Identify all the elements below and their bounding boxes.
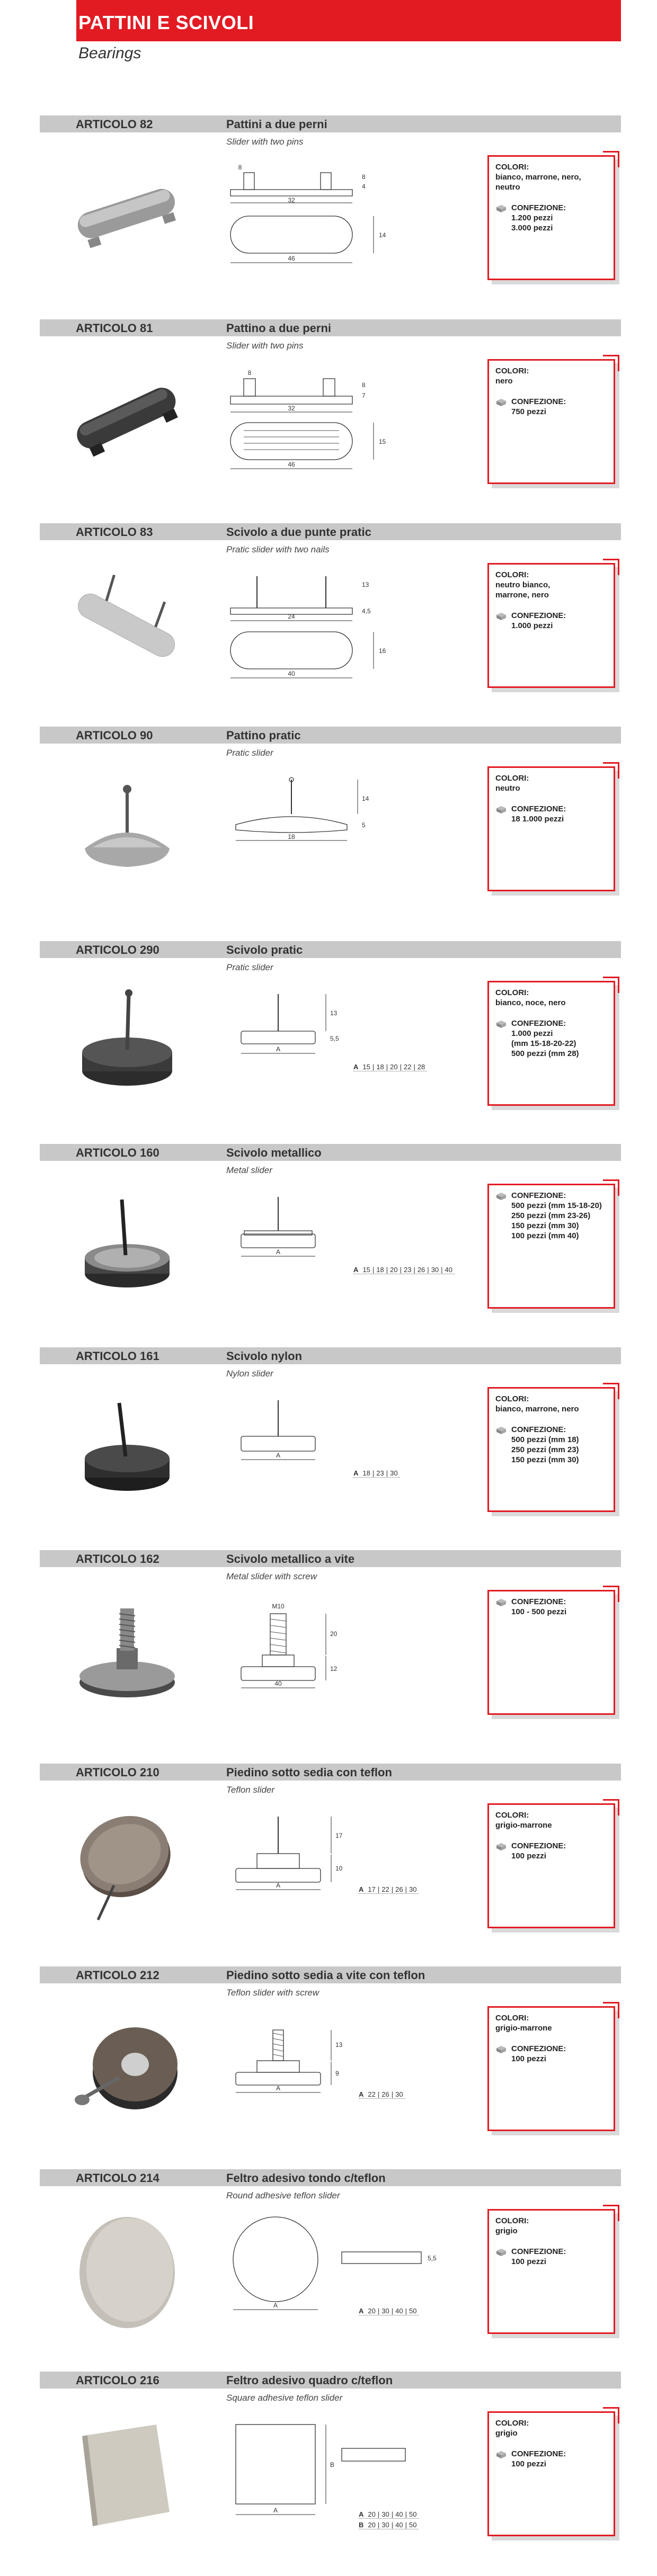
package-icon xyxy=(495,612,507,621)
article-name: Scivolo pratic xyxy=(226,943,303,956)
dimension-label: 10 xyxy=(335,1865,343,1872)
article-name-english: Slider with two pins xyxy=(226,341,304,351)
sizes-table: A 15 | 18 | 20 | 22 | 28 xyxy=(353,1063,427,1071)
sizes-table: A 17 | 22 | 26 | 30 xyxy=(359,1885,419,1894)
colors-value: bianco, marrone, nero, xyxy=(495,173,581,182)
article-code: ARTICOLO 210 xyxy=(76,1766,159,1779)
product-info xyxy=(495,570,610,631)
size-value: 18 xyxy=(362,1469,370,1477)
dimension-label: 8 xyxy=(362,381,366,389)
dimension-label: 24 xyxy=(288,613,295,620)
dimension-label: A xyxy=(273,2507,278,2514)
package-icon xyxy=(495,398,507,407)
packaging-label: CONFEZIONE: xyxy=(511,2247,566,2256)
colors-label: COLORI: xyxy=(495,988,529,997)
product-info-box xyxy=(487,2411,615,2536)
dimension-label: 46 xyxy=(288,461,295,468)
colors-value: grigio xyxy=(495,2429,518,2438)
colors-label: COLORI: xyxy=(495,2216,529,2225)
dimension-label: B xyxy=(330,2461,335,2468)
colors-value: neutro bianco, xyxy=(495,580,551,589)
product-info-box xyxy=(487,359,615,484)
packaging-value: 100 pezzi (mm 40) xyxy=(511,1231,579,1240)
article-code: ARTICOLO 162 xyxy=(76,1552,159,1566)
product-info-box xyxy=(487,1184,615,1309)
packaging-value: 500 pezzi (mm 15-18-20) xyxy=(511,1201,602,1210)
dimension-label: A xyxy=(273,2302,278,2309)
package-icon xyxy=(495,1192,507,1201)
article-section xyxy=(40,319,621,494)
sizes-table: A 15 | 18 | 20 | 23 | 26 | 30 | 40 xyxy=(353,1266,455,1274)
dimension-label: 20 xyxy=(330,1630,338,1638)
packaging-value: 500 pezzi (mm 18) xyxy=(511,1435,579,1444)
product-photo xyxy=(61,555,193,687)
colors-label: COLORI: xyxy=(495,1394,529,1403)
article-name: Pattino a due perni xyxy=(226,321,332,335)
size-value: 22 xyxy=(368,2090,376,2098)
size-value: 20 xyxy=(368,2307,376,2315)
product-info xyxy=(495,162,610,233)
product-photo xyxy=(61,1795,193,1928)
article-code: ARTICOLO 216 xyxy=(76,2374,159,2387)
technical-drawing xyxy=(220,1795,506,1933)
size-value: 50 xyxy=(409,2521,417,2529)
colors-value: grigio-marrone xyxy=(495,1821,552,1830)
colors-label: COLORI: xyxy=(495,2014,529,2023)
article-code: ARTICOLO 212 xyxy=(76,1969,159,1982)
product-info-box xyxy=(487,766,615,891)
article-name-english: Square adhesive teflon slider xyxy=(226,2393,343,2403)
sizes-table-b: B 20 | 30 | 40 | 50 xyxy=(359,2521,419,2529)
product-info-box xyxy=(487,563,615,688)
article-code: ARTICOLO 83 xyxy=(76,525,153,539)
dimension-label: 8 xyxy=(238,164,242,171)
article-section xyxy=(40,1550,621,1725)
dimension-label: 13 xyxy=(362,581,369,588)
product-info-box xyxy=(487,2006,615,2131)
product-info xyxy=(495,2216,610,2267)
article-section xyxy=(40,523,621,698)
article-section xyxy=(40,941,621,1116)
packaging-value: 3.000 pezzi xyxy=(511,223,553,232)
article-code: ARTICOLO 214 xyxy=(76,2171,159,2185)
colors-value: neutro xyxy=(495,784,520,793)
dimension-label: A xyxy=(276,2085,281,2092)
packaging-value: 100 pezzi xyxy=(511,1851,546,1861)
article-name: Pattino pratic xyxy=(226,729,301,742)
sizes-key: B xyxy=(359,2521,364,2529)
packaging-label: CONFEZIONE: xyxy=(511,1019,566,1028)
product-photo xyxy=(61,758,193,891)
packaging-label: CONFEZIONE: xyxy=(511,1191,566,1200)
size-value: 30 xyxy=(395,2090,403,2098)
colors-label: COLORI: xyxy=(495,366,529,375)
dimension-label: 5,5 xyxy=(428,2255,437,2262)
article-name: Pattini a due perni xyxy=(226,118,327,131)
product-info xyxy=(495,1394,610,1465)
packaging-value: 750 pezzi xyxy=(511,407,546,416)
product-photo xyxy=(61,351,193,484)
colors-label: COLORI: xyxy=(495,163,529,172)
dimension-label: 46 xyxy=(288,255,295,262)
size-value: 15 xyxy=(362,1063,370,1071)
size-value: 15 xyxy=(362,1266,370,1274)
page-title: PATTINI E SCIVOLI xyxy=(78,12,254,33)
sizes-key: A xyxy=(353,1266,359,1274)
product-info-box xyxy=(487,1387,615,1512)
product-photo xyxy=(61,1998,193,2131)
article-name-english: Metal slider with screw xyxy=(226,1571,317,1581)
dimension-label: 8 xyxy=(362,173,366,181)
sizes-key: A xyxy=(359,2090,364,2098)
article-name: Piedino sotto sedia a vite con teflon xyxy=(226,1969,425,1982)
packaging-label: CONFEZIONE: xyxy=(511,1841,566,1850)
size-value: 23 xyxy=(376,1469,384,1477)
product-info-box xyxy=(487,981,615,1106)
dimension-label: A xyxy=(276,1248,281,1256)
product-info xyxy=(495,773,610,824)
sizes-key: A xyxy=(359,2307,364,2315)
colors-value: grigio-marrone xyxy=(495,2024,552,2033)
article-name-english: Teflon slider with screw xyxy=(226,1988,319,1998)
dimension-label: 40 xyxy=(274,1680,282,1687)
sizes-table: A 22 | 26 | 30 xyxy=(359,2090,405,2099)
technical-drawing xyxy=(220,2201,506,2339)
size-value: 26 xyxy=(381,2090,389,2098)
dimension-label: M10 xyxy=(272,1603,285,1610)
packaging-value: 500 pezzi (mm 28) xyxy=(511,1049,579,1058)
package-icon xyxy=(495,2450,507,2459)
package-icon xyxy=(495,1842,507,1851)
product-photo xyxy=(61,1379,193,1511)
colors-value: bianco, marrone, nero xyxy=(495,1405,579,1414)
size-value: 40 xyxy=(395,2307,403,2315)
colors-label: COLORI: xyxy=(495,1811,529,1820)
article-name: Piedino sotto sedia con teflon xyxy=(226,1766,392,1779)
article-name: Scivolo a due punte pratic xyxy=(226,525,371,539)
article-code: ARTICOLO 82 xyxy=(76,118,153,131)
package-icon xyxy=(495,1020,507,1028)
size-value: 26 xyxy=(417,1266,425,1274)
dimension-label: 17 xyxy=(335,1832,343,1839)
sizes-table: A 20 | 30 | 40 | 50 xyxy=(359,2307,419,2315)
article-code: ARTICOLO 160 xyxy=(76,1146,159,1159)
article-section xyxy=(40,115,621,290)
technical-drawing xyxy=(220,1998,506,2136)
technical-drawing xyxy=(220,351,506,489)
product-info-box xyxy=(487,1590,615,1715)
packaging-label: CONFEZIONE: xyxy=(511,1597,566,1606)
technical-drawing xyxy=(220,1582,506,1720)
product-info-box xyxy=(487,1803,615,1928)
product-info xyxy=(495,1597,610,1617)
page-subtitle: Bearings xyxy=(78,44,141,62)
packaging-label: CONFEZIONE: xyxy=(511,203,566,212)
technical-drawing xyxy=(220,555,506,693)
package-icon xyxy=(495,1426,507,1435)
product-photo xyxy=(61,2201,193,2333)
article-name-english: Pratic slider xyxy=(226,748,273,758)
packaging-label: CONFEZIONE: xyxy=(511,397,566,406)
packaging-value: 1.000 pezzi xyxy=(511,1029,553,1038)
article-name-english: Pratic slider with two nails xyxy=(226,544,330,554)
packaging-value: 1.200 pezzi xyxy=(511,213,553,222)
colors-value: bianco, noce, nero xyxy=(495,998,566,1007)
dimension-label: 32 xyxy=(288,405,295,412)
product-photo xyxy=(61,147,193,280)
size-value: 28 xyxy=(417,1063,425,1071)
technical-drawing xyxy=(220,1176,506,1313)
size-value: 20 xyxy=(368,2510,376,2518)
dimension-label: 5,5 xyxy=(330,1035,339,1042)
article-section xyxy=(40,1966,621,2141)
packaging-value: 250 pezzi (mm 23-26) xyxy=(511,1211,591,1220)
size-value: 40 xyxy=(395,2521,403,2529)
colors-label: COLORI: xyxy=(495,2419,529,2428)
colors-label: COLORI: xyxy=(495,774,529,783)
package-icon xyxy=(495,2248,507,2257)
dimension-label: A xyxy=(276,1045,281,1053)
size-value: 30 xyxy=(390,1469,398,1477)
size-value: 30 xyxy=(409,1885,417,1893)
dimension-label: 5 xyxy=(362,821,366,829)
article-section xyxy=(40,1144,621,1319)
article-code: ARTICOLO 161 xyxy=(76,1349,159,1363)
size-value: 30 xyxy=(431,1266,439,1274)
dimension-label: 9 xyxy=(335,2070,339,2077)
article-code: ARTICOLO 290 xyxy=(76,943,159,956)
size-value: 18 xyxy=(376,1266,384,1274)
article-section xyxy=(40,1347,621,1522)
article-section xyxy=(40,727,621,901)
size-value: 40 xyxy=(395,2510,403,2518)
product-photo xyxy=(61,1582,193,1714)
dimension-label: 14 xyxy=(362,795,369,802)
dimension-label: A xyxy=(276,1452,281,1459)
article-name-english: Teflon slider xyxy=(226,1785,275,1795)
dimension-label: 13 xyxy=(335,2041,343,2049)
article-name-english: Slider with two pins xyxy=(226,137,304,147)
technical-drawing xyxy=(220,2403,506,2541)
product-info-box xyxy=(487,155,615,280)
dimension-label: 18 xyxy=(288,833,295,840)
package-icon xyxy=(495,2045,507,2054)
article-name: Scivolo nylon xyxy=(226,1349,303,1363)
size-value: 26 xyxy=(395,1885,403,1893)
sizes-key: A xyxy=(359,1885,364,1893)
product-info xyxy=(495,1191,610,1241)
sizes-table: A 18 | 23 | 30 xyxy=(353,1469,400,1478)
article-section xyxy=(40,1764,621,1938)
article-name-english: Metal slider xyxy=(226,1165,272,1175)
dimension-label: 8 xyxy=(247,369,252,377)
size-value: 30 xyxy=(381,2521,389,2529)
packaging-value: 100 - 500 pezzi xyxy=(511,1607,567,1616)
dimension-label: 40 xyxy=(288,670,295,677)
colors-value: neutro xyxy=(495,183,520,192)
article-name-english: Pratic slider xyxy=(226,962,273,972)
article-name: Feltro adesivo tondo c/teflon xyxy=(226,2171,386,2185)
sizes-key: A xyxy=(359,2510,364,2518)
dimension-label: 32 xyxy=(288,196,295,204)
size-value: 20 xyxy=(368,2521,376,2529)
size-value: 30 xyxy=(381,2307,389,2315)
sizes-key: A xyxy=(353,1063,359,1071)
packaging-label: CONFEZIONE: xyxy=(511,2449,566,2458)
product-photo xyxy=(61,1176,193,1308)
dimension-label: 16 xyxy=(379,647,386,655)
packaging-value: 250 pezzi (mm 23) xyxy=(511,1445,579,1454)
packaging-label: CONFEZIONE: xyxy=(511,804,566,813)
article-code: ARTICOLO 81 xyxy=(76,321,153,335)
product-info xyxy=(495,1810,610,1861)
product-info xyxy=(495,366,610,417)
product-info xyxy=(495,2418,610,2469)
dimension-label: 4 xyxy=(362,183,366,190)
dimension-label: 15 xyxy=(379,438,386,445)
sizes-table: A 20 | 30 | 40 | 50 xyxy=(359,2510,419,2519)
packaging-value: 150 pezzi (mm 30) xyxy=(511,1455,579,1464)
dimension-label: 4,5 xyxy=(362,607,371,615)
dimension-label: 14 xyxy=(379,231,386,239)
size-value: 18 xyxy=(376,1063,384,1071)
size-value: 50 xyxy=(409,2510,417,2518)
packaging-label: CONFEZIONE: xyxy=(511,611,566,620)
size-value: 20 xyxy=(390,1063,398,1071)
packaging-value: 18 1.000 pezzi xyxy=(511,815,564,824)
technical-drawing xyxy=(220,758,506,896)
size-value: 40 xyxy=(445,1266,453,1274)
colors-value: nero xyxy=(495,377,513,386)
sizes-key: A xyxy=(353,1469,359,1477)
size-value: 50 xyxy=(409,2307,417,2315)
product-info xyxy=(495,988,610,1059)
technical-drawing xyxy=(220,973,506,1111)
technical-drawing xyxy=(220,147,506,285)
article-name: Feltro adesivo quadro c/teflon xyxy=(226,2374,393,2387)
product-photo xyxy=(61,973,193,1105)
dimension-label: 13 xyxy=(330,1009,338,1017)
package-icon xyxy=(495,204,507,213)
technical-drawing xyxy=(220,1379,506,1517)
packaging-label: CONFEZIONE: xyxy=(511,2044,566,2053)
article-name-english: Round adhesive teflon slider xyxy=(226,2190,340,2201)
size-value: 23 xyxy=(403,1266,412,1274)
package-icon xyxy=(495,806,507,814)
packaging-value: 100 pezzi xyxy=(511,2257,546,2266)
product-photo xyxy=(61,2403,193,2536)
article-name: Scivolo metallico a vite xyxy=(226,1552,355,1566)
size-value: 22 xyxy=(381,1885,389,1893)
packaging-value: (mm 15-18-20-22) xyxy=(511,1039,576,1048)
article-name-english: Nylon slider xyxy=(226,1368,273,1379)
article-name: Scivolo metallico xyxy=(226,1146,322,1159)
colors-value: grigio xyxy=(495,2226,518,2235)
size-value: 22 xyxy=(403,1063,412,1071)
size-value: 20 xyxy=(390,1266,398,1274)
product-info xyxy=(495,2013,610,2064)
article-section xyxy=(40,2372,621,2546)
article-code: ARTICOLO 90 xyxy=(76,729,153,742)
dimension-label: A xyxy=(276,1882,281,1889)
packaging-value: 150 pezzi (mm 30) xyxy=(511,1221,579,1230)
colors-label: COLORI: xyxy=(495,570,529,579)
dimension-label: 7 xyxy=(362,392,366,399)
packaging-label: CONFEZIONE: xyxy=(511,1425,566,1434)
dimension-label: 12 xyxy=(330,1665,338,1672)
packaging-value: 100 pezzi xyxy=(511,2054,546,2063)
package-icon xyxy=(495,1598,507,1607)
product-info-box xyxy=(487,2209,615,2334)
packaging-value: 1.000 pezzi xyxy=(511,621,553,630)
size-value: 30 xyxy=(381,2510,389,2518)
size-value: 17 xyxy=(368,1885,376,1893)
colors-value: marrone, nero xyxy=(495,591,549,600)
packaging-value: 100 pezzi xyxy=(511,2459,546,2468)
article-section xyxy=(40,2169,621,2344)
